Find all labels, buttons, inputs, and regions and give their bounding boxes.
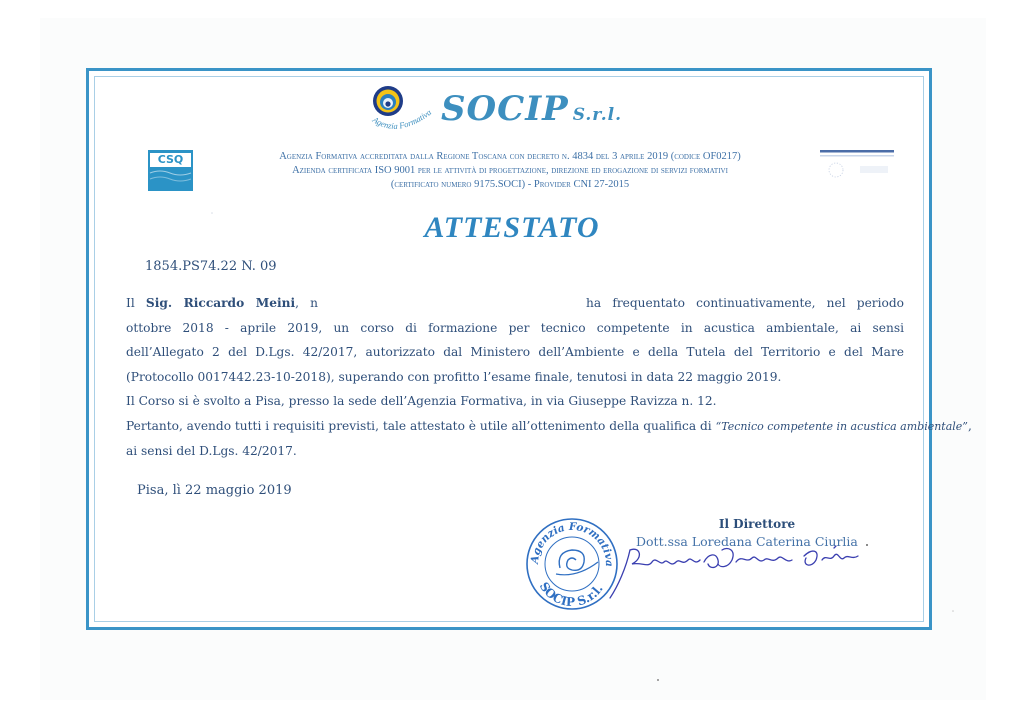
csq-logo-text: CSQ	[150, 153, 191, 167]
recipient-name: Sig. Riccardo Meini	[145, 296, 296, 310]
svg-text:Agenzia Formativa	[370, 107, 433, 131]
document-title: ATTESTATO	[424, 211, 600, 244]
logo-arc-label: Agenzia Formativa	[370, 107, 434, 131]
body-line: Il Corso si è svolto a Pisa, presso la sede dell’Agenzia Formativa, in via Giuseppe Ravizza n. 12.	[126, 394, 717, 408]
body-line: Pertanto, avendo tutti i requisiti previsti, tale attestato è utile all’ottenimento della qualifica di “Tecnico competente in acustica ambientale”,	[126, 418, 972, 433]
iqnet-logo-icon	[820, 150, 894, 184]
logo-arc-text	[368, 95, 448, 140]
svg-text:Agenzia Formativa	[529, 521, 615, 567]
certificate-body	[126, 291, 972, 464]
qualification-name: “Tecnico competente in acustica ambientale”	[715, 419, 968, 433]
accreditation-text	[210, 150, 810, 192]
accreditation-line: Agenzia Formativa accreditata dalla Regione Toscana con decreto n. 4834 del 3 aprile 2019 (codice OF0217)	[279, 151, 741, 162]
director-name: Dott.ssa Loredana Caterina Ciurlia	[636, 534, 858, 549]
brand-suffix: S.r.l.	[572, 105, 622, 125]
accreditation-line: Azienda certificata ISO 9001 per le attività di progettazione, direzione ed erogazione di servizi formativi	[292, 165, 728, 176]
body-line: dell’Allegato 2 del D.Lgs. 42/2017, autorizzato dal Ministero dell’Ambiente e della Tutela del Territorio e del Mare	[126, 345, 904, 359]
brand-name-text: SOCIP	[441, 89, 569, 129]
body-line: Il Sig. Riccardo Meini, n ha frequentato continuativamente, nel periodo	[126, 296, 904, 310]
csq-wave-icon	[148, 167, 193, 191]
csq-certification-logo	[148, 150, 193, 191]
director-role: Il Direttore	[718, 517, 796, 531]
reference-number: 1854.PS74.22 N. 09	[145, 259, 277, 274]
svg-text:SOCIP S.r.l.	[537, 580, 606, 610]
company-stamp	[522, 512, 622, 612]
body-line: ottobre 2018 - aprile 2019, un corso di formazione per tecnico competente in acustica ambientale, ai sensi	[126, 320, 904, 335]
stamp-bottom-text: SOCIP S.r.l.	[536, 579, 606, 610]
handwritten-signature	[608, 540, 878, 600]
body-line: ai sensi del D.Lgs. 42/2017.	[126, 444, 297, 458]
body-line: (Protocollo 0017442.23-10-2018), superando con profitto l’esame finale, tenutosi in data 22 maggio 2019.	[126, 369, 782, 384]
place-date: Pisa, lì 22 maggio 2019	[137, 483, 292, 498]
brand-name	[441, 89, 622, 129]
accreditation-line: (certificato numero 9175.SOCI) - Provider CNI 27-2015	[390, 179, 630, 190]
stamp-top-text: Agenzia Formativa	[528, 520, 616, 567]
